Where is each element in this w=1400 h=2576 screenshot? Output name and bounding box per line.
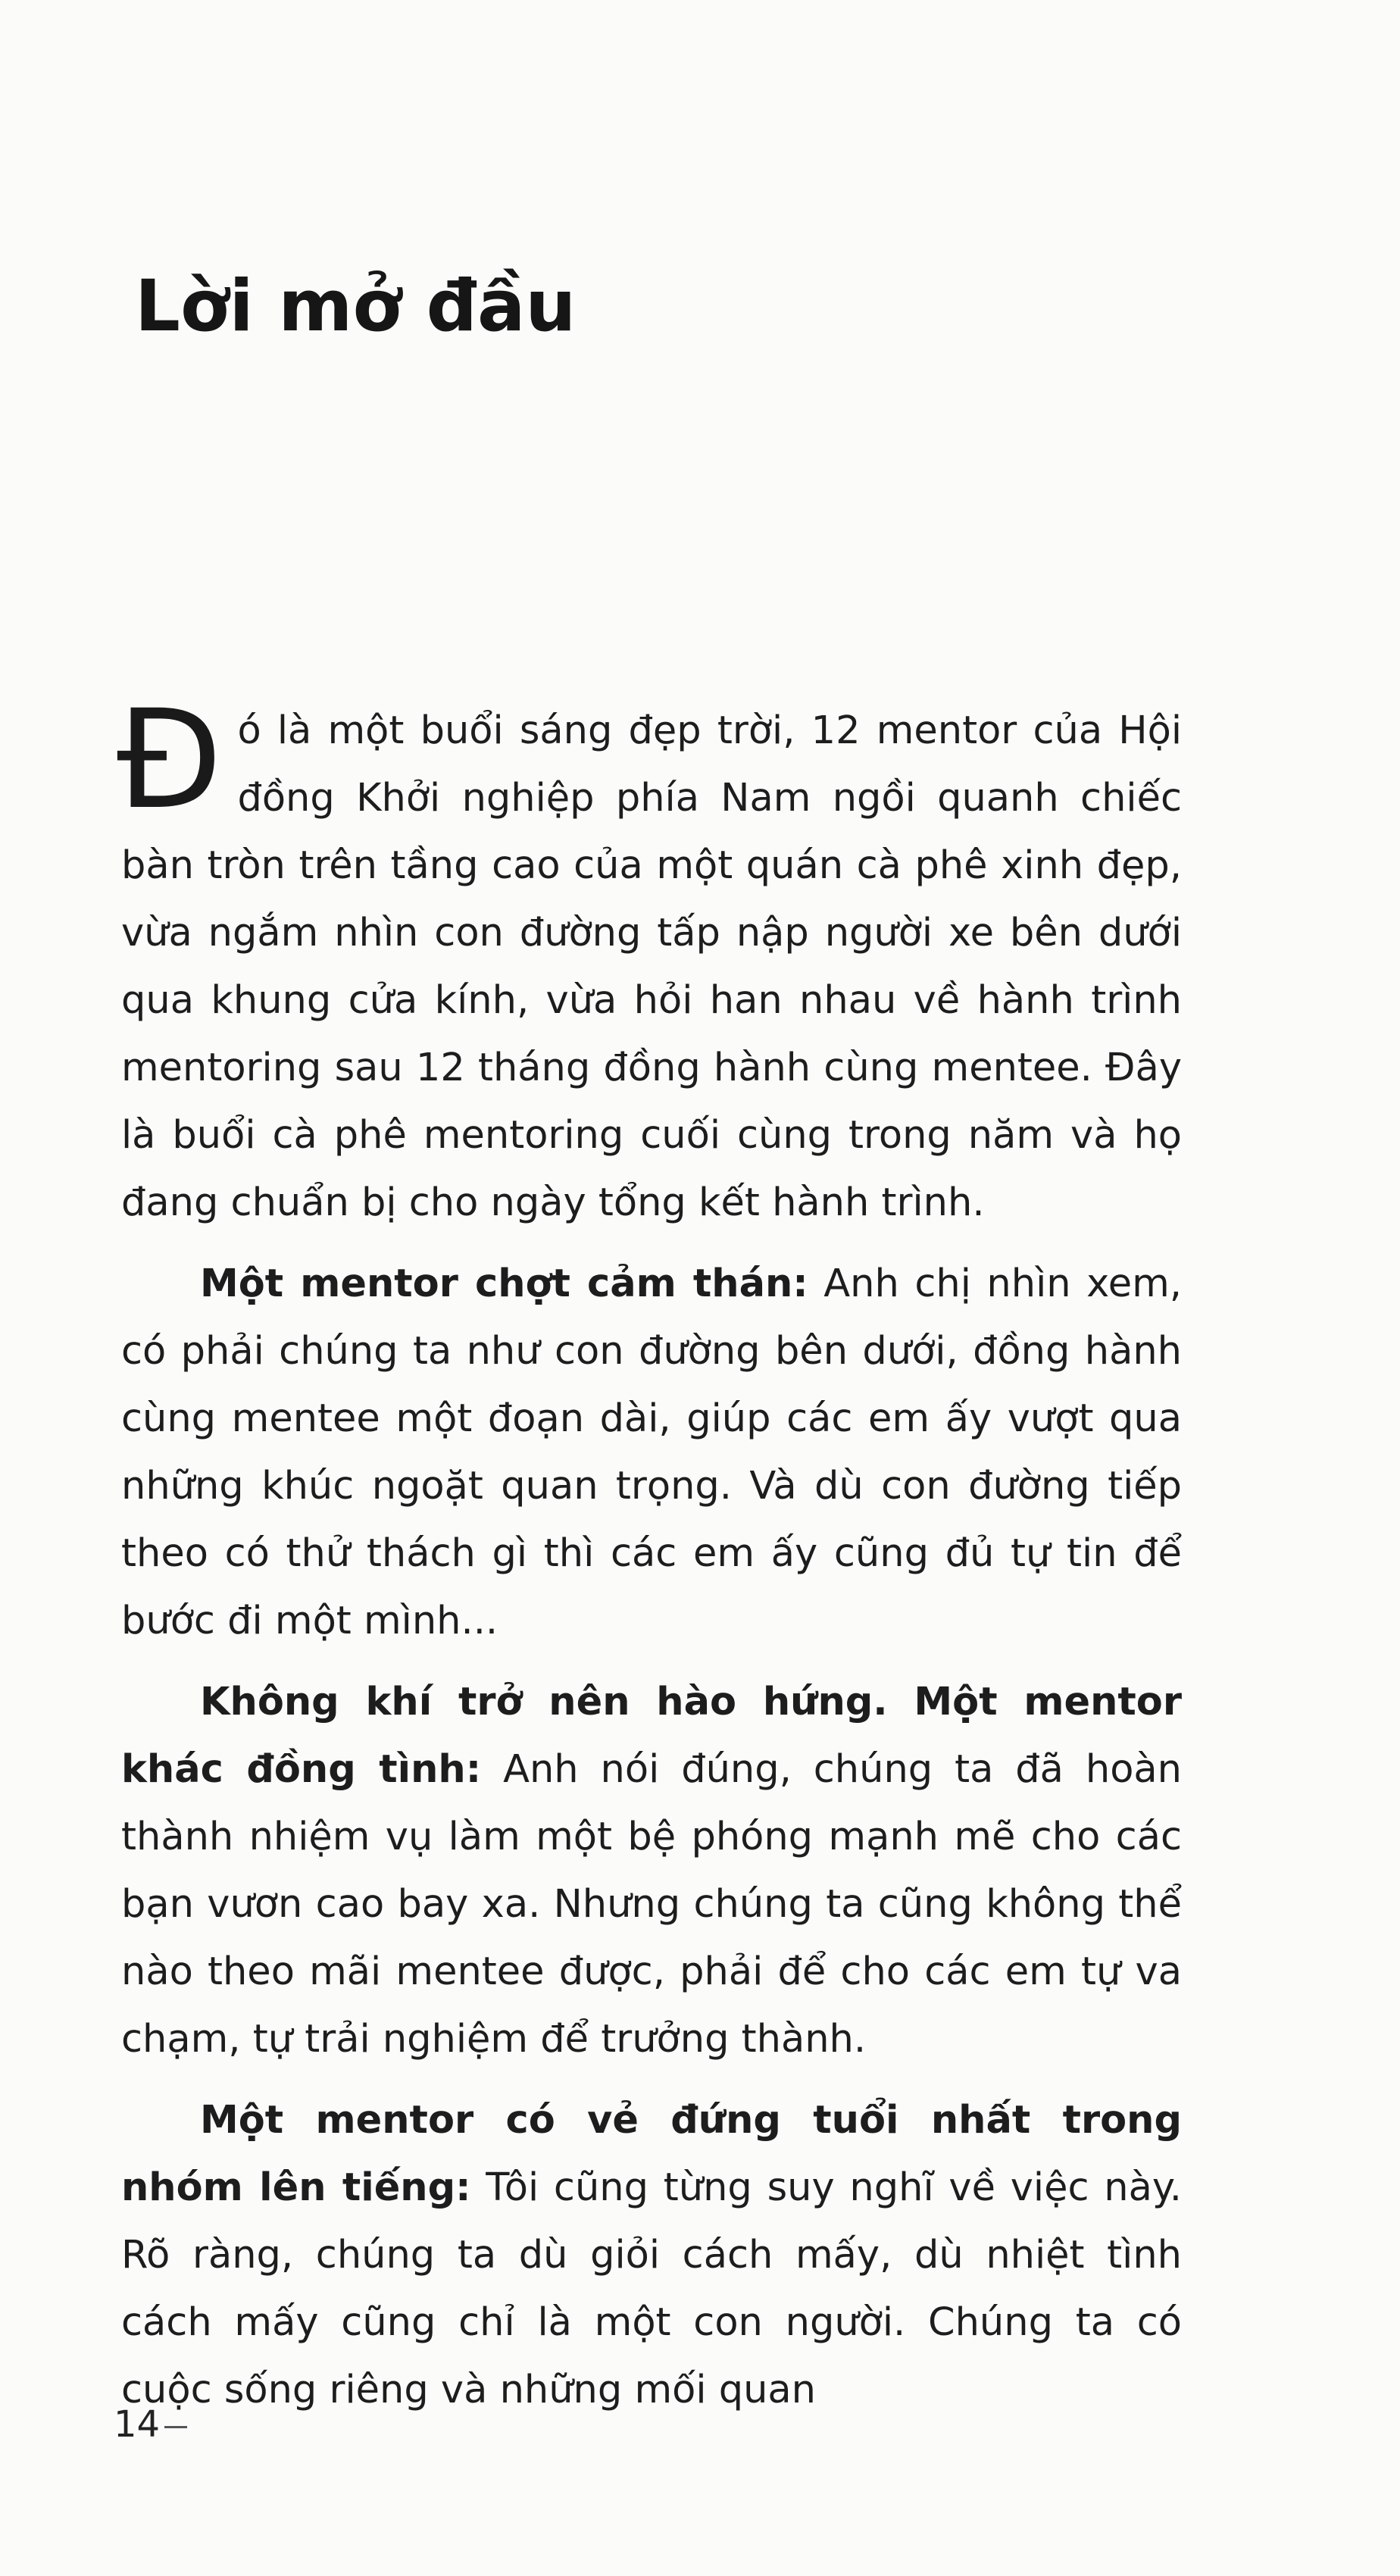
page-number-dash xyxy=(164,2426,187,2428)
body-text xyxy=(117,681,1182,2437)
speaker-label: Một mentor chợt cảm thán: xyxy=(200,1261,808,1306)
dialogue-paragraph-2 xyxy=(121,1668,1182,2073)
dialogue-text: Tôi cũng từng suy nghĩ về việc này. Rõ ràng, chúng ta dù giỏi cách mấy, dù nhiệt tình cách mấy cũng chỉ là một con người. Chúng ta có cuộc sống riêng và những mối quan xyxy=(121,2165,1182,2412)
page-number-text: 14 xyxy=(114,2403,161,2446)
dialogue-text: Anh chị nhìn xem, có phải chúng ta như con đường bên dưới, đồng hành cùng mentee một đoạn dài, giúp các em ấy vượt qua những khúc ngoặt quan trọng. Và dù con đường tiếp theo có thử thách gì thì các em ấy cũng đủ tự tin để bước đi một mình... xyxy=(121,1261,1182,1643)
dialogue-paragraph-3 xyxy=(121,2087,1182,2424)
speaker-label: Một mentor có vẻ đứng tuổi nhất trong nhóm lên tiếng: xyxy=(121,2098,1182,2210)
opening-paragraph xyxy=(117,681,1182,1236)
speaker-label: Không khí trở nên hào hứng. Một mentor khác đồng tình: xyxy=(121,1680,1182,1792)
page-number xyxy=(114,2402,187,2447)
opening-paragraph-text: ó là một buổi sáng đẹp trời, 12 mentor của Hội đồng Khởi nghiệp phía Nam ngồi quanh chiếc bàn tròn trên tầng cao của một quán cà phê xinh đẹp, vừa ngắm nhìn con đường tấp nập người xe bên dưới qua khung cửa kính, vừa hỏi han nhau về hành trình mentoring sau 12 tháng đồng hành cùng mentee. Đây là buổi cà phê mentoring cuối cùng trong năm và họ đang chuẩn bị cho ngày tổng kết hành trình. xyxy=(121,708,1182,1225)
dialogue-paragraph-1 xyxy=(121,1250,1182,1655)
chapter-title: Lời mở đầu xyxy=(135,265,577,348)
drop-cap: Đ xyxy=(117,681,223,839)
dialogue-text: Anh nói đúng, chúng ta đã hoàn thành nhiệm vụ làm một bệ phóng mạnh mẽ cho các bạn vươn cao bay xa. Nhưng chúng ta cũng không thể nào theo mãi mentee được, phải để cho các em tự va chạm, tự trải nghiệm để trưởng thành. xyxy=(121,1747,1182,2062)
